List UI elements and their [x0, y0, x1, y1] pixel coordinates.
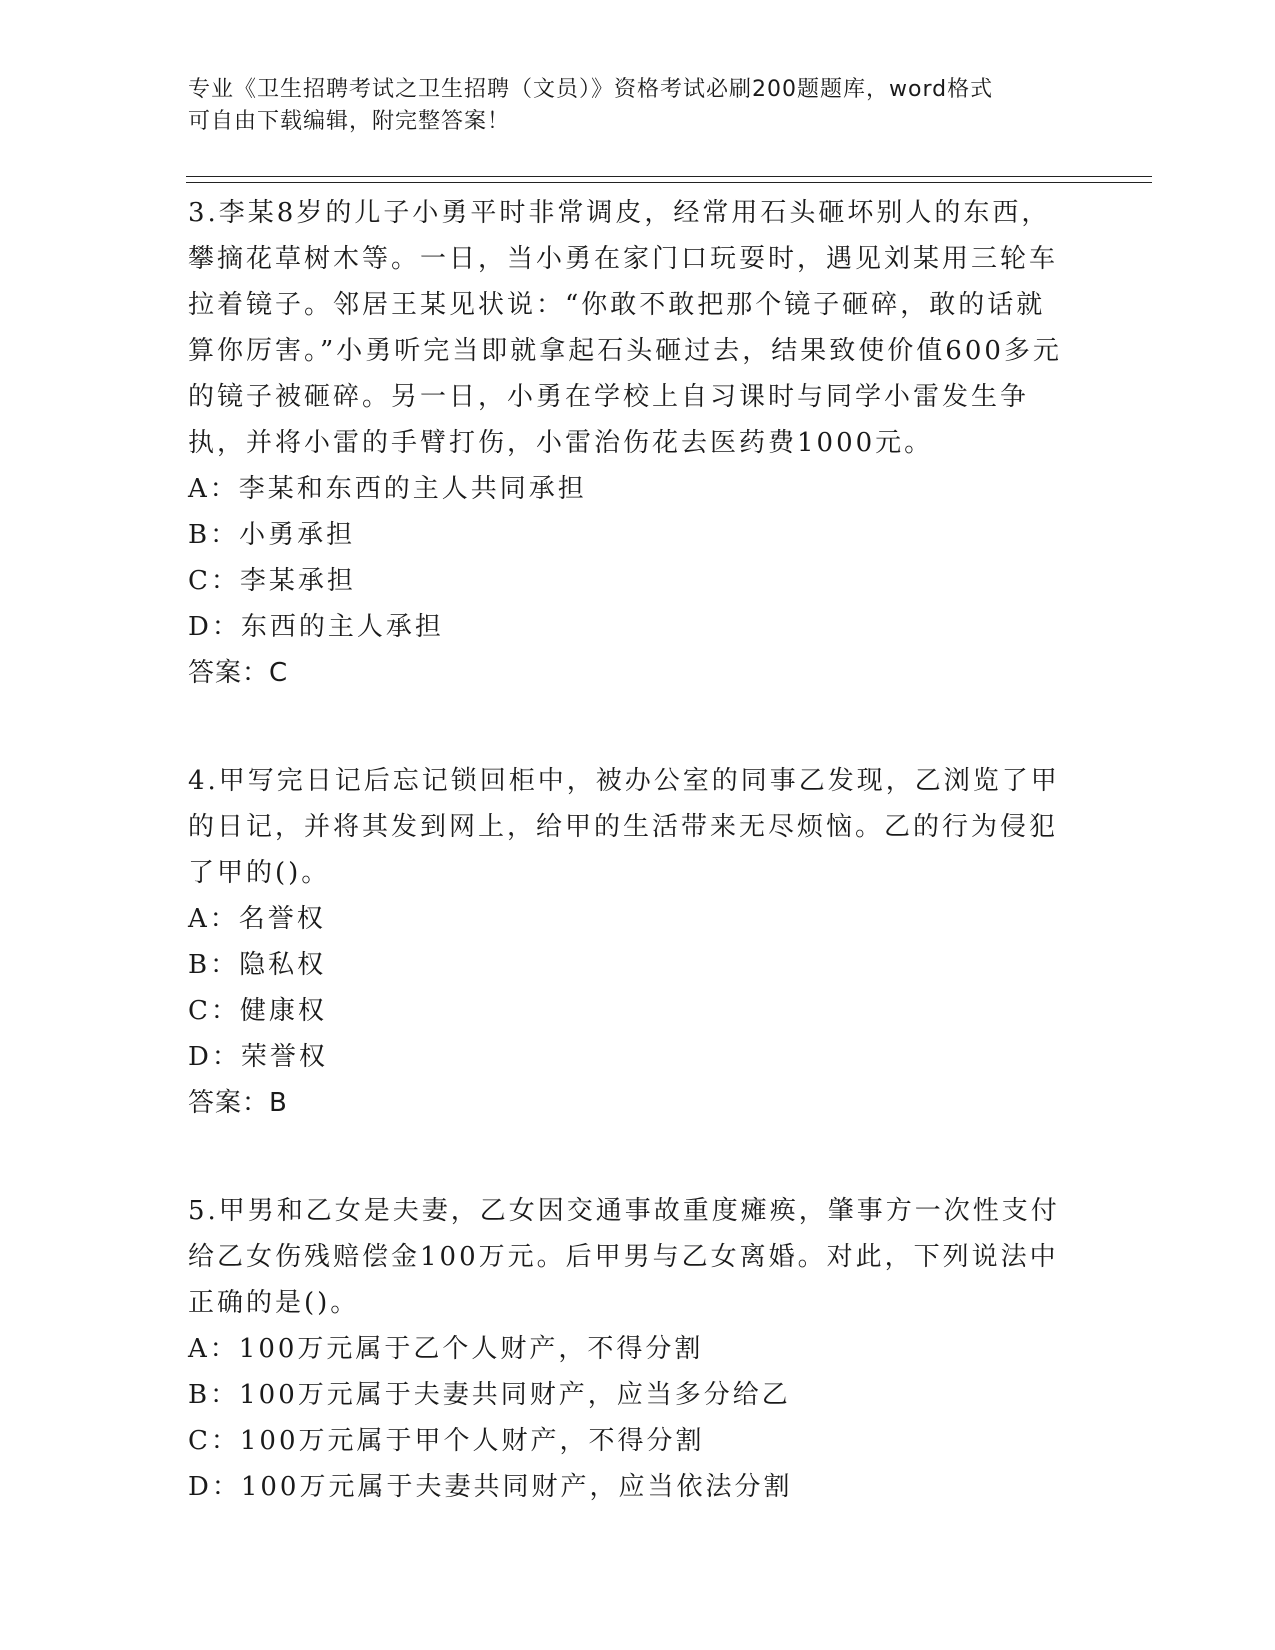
option-c: C：健康权: [188, 996, 327, 1026]
question-stem: 5.甲男和乙女是夫妻，乙女因交通事故重度瘫痪，肇事方一次性支付给乙女伤残赔偿金100万元。后甲男与乙女离婚。对此，下列说法中正确的是()。: [188, 1196, 1060, 1318]
option-a: A：100万元属于乙个人财产，不得分割: [188, 1334, 704, 1364]
option-a: A：名誉权: [188, 904, 326, 934]
option-d: D：东西的主人承担: [188, 612, 444, 642]
question-stem: 4.甲写完日记后忘记锁回柜中，被办公室的同事乙发现，乙浏览了甲的日记，并将其发到网上，给甲的生活带来无尽烦恼。乙的行为侵犯了甲的()。: [188, 766, 1060, 888]
answer-line: 答案：C: [188, 658, 289, 688]
header-divider-bottom: [186, 182, 1152, 183]
option-b: B：隐私权: [188, 950, 327, 980]
question-4: [188, 758, 1068, 1126]
option-c: C：李某承担: [188, 566, 356, 596]
option-c: C：100万元属于甲个人财产，不得分割: [188, 1426, 705, 1456]
option-a: A：李某和东西的主人共同承担: [188, 474, 587, 504]
answer-line: 答案：B: [188, 1088, 288, 1118]
option-d: D：100万元属于夫妻共同财产，应当依法分割: [188, 1472, 793, 1502]
question-list: [188, 190, 1068, 1572]
document-header: [188, 74, 1088, 138]
option-b: B：100万元属于夫妻共同财产，应当多分给乙: [188, 1380, 791, 1410]
option-d: D：荣誉权: [188, 1042, 328, 1072]
header-line-1: 专业《卫生招聘考试之卫生招聘（文员）》资格考试必刷200题题库，word格式: [188, 77, 994, 102]
option-b: B：小勇承担: [188, 520, 356, 550]
question-5: [188, 1188, 1068, 1510]
header-line-2: 可自由下载编辑，附完整答案！: [188, 109, 511, 134]
question-stem: 3.李某8岁的儿子小勇平时非常调皮，经常用石头砸坏别人的东西，攀摘花草树木等。一日，当小勇在家门口玩耍时，遇见刘某用三轮车拉着镜子。邻居王某见状说：“你敢不敢把那个镜子砸碎，敢的话就算你厉害。”小勇听完当即就拿起石头砸过去，结果致使价值600多元的镜子被砸碎。另一日，小勇在学校上自习课时与同学小雷发生争执，并将小雷的手臂打伤，小雷治伤花去医药费1000元。: [188, 198, 1062, 458]
header-divider-top: [186, 176, 1152, 177]
question-3: [188, 190, 1068, 696]
